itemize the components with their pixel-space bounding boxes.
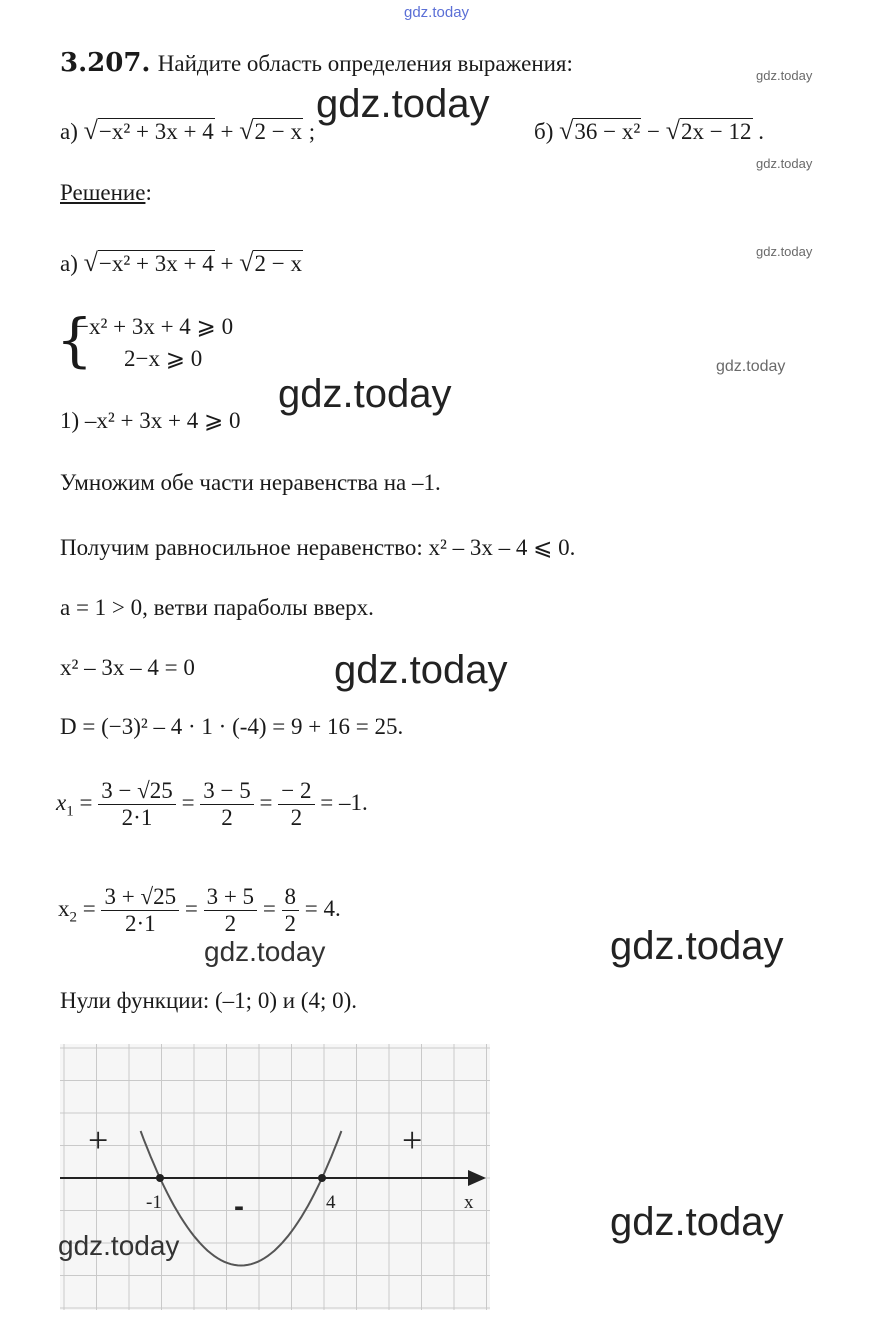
watermark-medium-2: gdz.today bbox=[58, 1230, 180, 1261]
x2-eq-3: = bbox=[262, 895, 276, 921]
solution-heading-colon: : bbox=[145, 180, 152, 205]
part-b-end: . bbox=[758, 119, 765, 144]
parabola-graph bbox=[60, 1044, 490, 1310]
watermark-large-5: gdz.today bbox=[610, 1200, 784, 1244]
x1-eq-2: = bbox=[181, 789, 195, 815]
x1-num-2: 3 − 5 bbox=[200, 778, 253, 805]
watermark-large-4: gdz.today bbox=[610, 924, 784, 968]
x1-fraction-1 bbox=[98, 778, 176, 831]
function-zeros: Нули функции: (–1; 0) и (4; 0). bbox=[60, 988, 357, 1013]
x1-symbol: x bbox=[56, 789, 67, 815]
solution-a-radicand-1: −x² + 3x + 4 bbox=[98, 251, 214, 276]
part-a-radicand-2: 2 − x bbox=[254, 119, 302, 144]
tick-label-4: 4 bbox=[326, 1192, 336, 1213]
root-x1 bbox=[56, 778, 368, 831]
part-a-label: а) bbox=[60, 119, 78, 144]
problem-number: 3.207. bbox=[60, 48, 151, 78]
watermark-small-2: gdz.today bbox=[756, 156, 813, 171]
solution-part-a-expression: а) √−x² + 3x + 4 + √2 − x bbox=[60, 248, 302, 277]
sign-plus-right: + bbox=[402, 1120, 423, 1160]
part-b-label: б) bbox=[534, 119, 554, 144]
quadratic-equation: x² – 3x – 4 = 0 bbox=[60, 655, 195, 680]
x2-eq-2: = bbox=[184, 895, 198, 921]
x1-eq-1: = bbox=[79, 789, 93, 815]
x1-fraction-3 bbox=[278, 778, 314, 831]
watermark-small-1: gdz.today bbox=[756, 68, 813, 83]
x2-num-1: 3 + √25 bbox=[101, 884, 179, 911]
x2-fraction-1 bbox=[101, 884, 179, 937]
watermark-large-2: gdz.today bbox=[278, 372, 452, 416]
root-point-minus-1 bbox=[156, 1174, 164, 1182]
watermark-large-1: gdz.today bbox=[316, 82, 490, 126]
root-point-4 bbox=[318, 1174, 326, 1182]
top-watermark: gdz.today bbox=[404, 4, 470, 21]
watermark-small-4: gdz.today bbox=[716, 358, 786, 375]
x2-eq-1: = bbox=[82, 895, 96, 921]
x2-symbol: x bbox=[58, 895, 70, 921]
solution-heading bbox=[60, 180, 152, 206]
sign-plus-left: + bbox=[88, 1120, 109, 1160]
tick-label-minus-1: -1 bbox=[146, 1192, 162, 1213]
part-b-expression: б) √36 − x² − √2x − 12 . bbox=[534, 116, 765, 145]
watermark-medium-1: gdz.today bbox=[204, 936, 326, 967]
x2-fraction-3 bbox=[282, 884, 300, 937]
x1-den-2: 2 bbox=[221, 805, 233, 830]
x1-num-1: 3 − √25 bbox=[98, 778, 176, 805]
x1-fraction-2 bbox=[200, 778, 253, 831]
root-x2 bbox=[58, 884, 341, 937]
x1-den-3: 2 bbox=[290, 805, 303, 830]
x2-subscript: 2 bbox=[69, 909, 77, 926]
x2-num-2: 3 + 5 bbox=[204, 884, 257, 911]
system-line-1: −x² + 3x + 4 ⩾ 0 bbox=[76, 314, 234, 339]
x2-fraction-2 bbox=[204, 884, 257, 937]
multiply-text: Умножим обе части неравенства на –1. bbox=[60, 470, 441, 495]
coefficient-note: a = 1 > 0, ветви параболы вверх. bbox=[60, 595, 374, 620]
step-1: 1) –x² + 3x + 4 ⩾ 0 bbox=[60, 408, 241, 433]
x1-den-1: 2·1 bbox=[121, 805, 153, 830]
equivalent-inequality: Получим равносильное неравенство: x² – 3x – 4 ⩽ 0. bbox=[60, 535, 576, 560]
x2-num-3: 8 bbox=[282, 884, 300, 911]
part-a-end: ; bbox=[308, 119, 316, 144]
part-b-radicand-1: 36 − x² bbox=[574, 119, 641, 144]
solution-a-label: а) bbox=[60, 251, 78, 276]
x2-result: = 4. bbox=[304, 895, 341, 921]
problem-header bbox=[60, 48, 573, 78]
solution-a-radicand-2: 2 − x bbox=[254, 251, 302, 276]
solution-heading-text: Решение bbox=[60, 180, 146, 205]
x2-den-3: 2 bbox=[284, 911, 297, 936]
system-line-2: 2−x ⩾ 0 bbox=[124, 346, 203, 371]
x1-subscript: 1 bbox=[66, 803, 74, 820]
x1-num-3: − 2 bbox=[278, 778, 314, 805]
x1-eq-3: = bbox=[259, 789, 273, 815]
watermark-large-3: gdz.today bbox=[334, 648, 508, 692]
part-b-radicand-2: 2x − 12 bbox=[681, 119, 752, 144]
part-a-radicand-1: −x² + 3x + 4 bbox=[98, 119, 214, 144]
sign-minus-middle: - bbox=[234, 1190, 244, 1223]
discriminant: D = (−3)² – 4 · 1 · (-4) = 9 + 16 = 25. bbox=[60, 714, 404, 739]
system-brace: { bbox=[56, 306, 93, 374]
problem-statement: Найдите область определения выражения: bbox=[157, 51, 573, 76]
x2-den-2: 2 bbox=[224, 911, 237, 936]
part-a-expression: а) √−x² + 3x + 4 + √2 − x ; bbox=[60, 116, 316, 145]
x2-den-1: 2·1 bbox=[124, 911, 156, 936]
watermark-small-3: gdz.today bbox=[756, 244, 813, 259]
x1-result: = –1. bbox=[320, 789, 368, 815]
x-axis-label: x bbox=[464, 1192, 474, 1213]
